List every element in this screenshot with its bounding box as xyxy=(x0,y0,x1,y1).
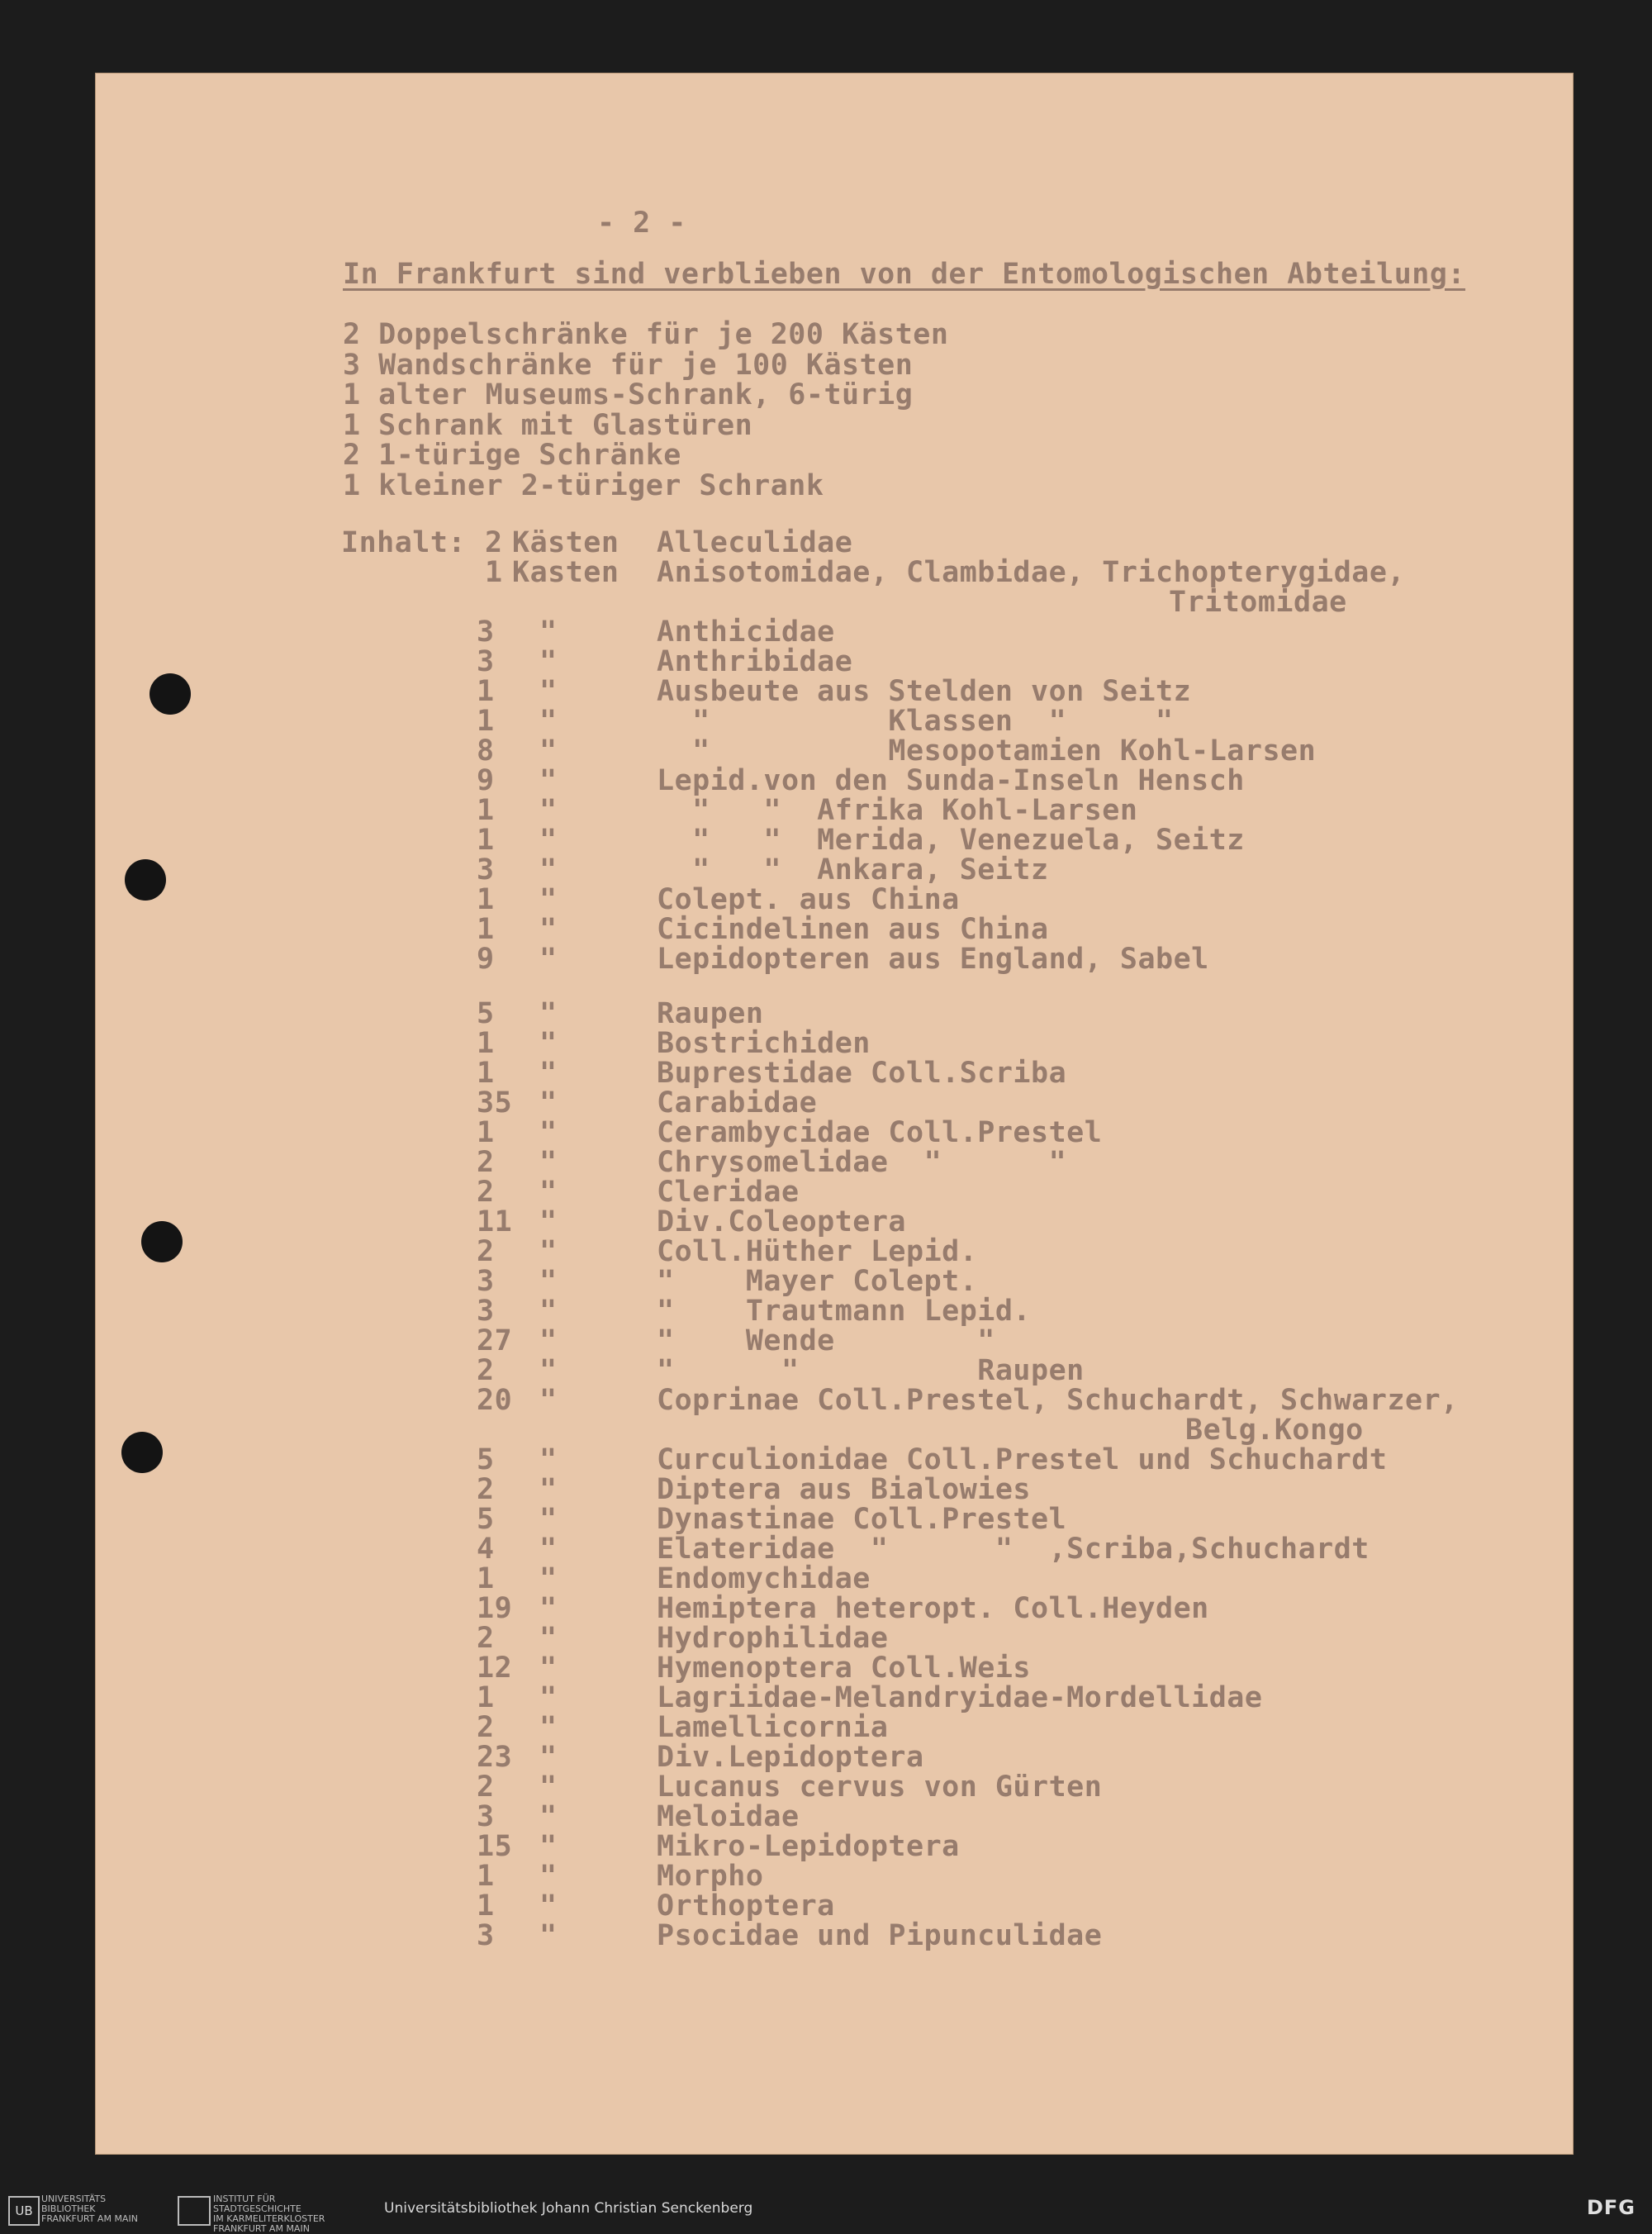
entry-text: Lamellicornia xyxy=(657,1711,889,1744)
entry-unit: " xyxy=(539,1384,558,1417)
entry-text: " " Merida, Venezuela, Seitz xyxy=(657,824,1245,857)
entry-text: Anthribidae xyxy=(657,645,853,678)
furniture-item: 3 Wandschränke für je 100 Kästen xyxy=(343,348,914,382)
entry-count: 1 xyxy=(477,1681,495,1714)
furniture-item: 1 alter Museums-Schrank, 6-türig xyxy=(343,378,914,411)
entry-text: " Wende " xyxy=(657,1324,995,1357)
entry-count: 2 xyxy=(477,1235,495,1268)
entry-unit: " xyxy=(539,1860,558,1893)
entry-text: Bostrichiden xyxy=(657,1027,871,1060)
entry-count: 3 xyxy=(477,1295,495,1328)
entry-text: " " Raupen xyxy=(657,1354,1085,1387)
entry-unit: " xyxy=(539,1354,558,1387)
entry-count: 27 xyxy=(477,1324,513,1357)
entry-count: 1 xyxy=(477,1116,495,1149)
entry-text: " " Afrika Kohl-Larsen xyxy=(657,794,1138,827)
entry-text: Morpho xyxy=(657,1860,764,1893)
entry-count: 2 xyxy=(477,1176,495,1209)
entry-unit: " xyxy=(539,1592,558,1625)
entry-text: Alleculidae xyxy=(657,526,853,559)
entry-text: Ausbeute aus Stelden von Seitz xyxy=(657,675,1192,708)
entry-count: 1 xyxy=(477,1889,495,1923)
entry-continuation: Belg.Kongo xyxy=(1185,1414,1364,1447)
entry-count: 2 xyxy=(477,1771,495,1804)
entry-unit: " xyxy=(539,1057,558,1090)
entry-text: " " Ankara, Seitz xyxy=(657,853,1049,886)
entry-unit: " xyxy=(539,1205,558,1238)
punch-hole xyxy=(150,673,191,715)
entry-unit: " xyxy=(539,1443,558,1476)
entry-unit: " xyxy=(539,1889,558,1923)
entry-continuation: Tritomidae xyxy=(1169,586,1347,619)
entry-count: 23 xyxy=(477,1741,513,1774)
entry-count: 11 xyxy=(477,1205,513,1238)
entry-text: Div.Lepidoptera xyxy=(657,1741,924,1774)
entry-count: 3 xyxy=(477,1800,495,1833)
entry-count: 3 xyxy=(477,1919,495,1952)
entry-count: 2 xyxy=(477,1354,495,1387)
entry-text: " Trautmann Lepid. xyxy=(657,1295,1032,1328)
entry-unit: " xyxy=(539,853,558,886)
page-number: - 2 - xyxy=(597,207,686,240)
ub-text: UNIVERSITÄTS BIBLIOTHEK FRANKFURT AM MAIN xyxy=(41,2194,138,2224)
entry-count: 3 xyxy=(477,616,495,649)
document-page xyxy=(95,73,1574,2155)
entry-unit: " xyxy=(539,675,558,708)
entry-count: 9 xyxy=(477,764,495,797)
entry-count: 4 xyxy=(477,1533,495,1566)
entry-count: 9 xyxy=(477,943,495,976)
entry-text: " Mayer Colept. xyxy=(657,1265,978,1298)
entry-count: 2 xyxy=(477,1146,495,1179)
entry-text: Curculionidae Coll.Prestel und Schuchardt xyxy=(657,1443,1388,1476)
entry-unit: " xyxy=(539,1116,558,1149)
entry-count: 5 xyxy=(477,997,495,1030)
entry-unit: " xyxy=(539,824,558,857)
entry-unit: " xyxy=(539,1265,558,1298)
entry-unit: " xyxy=(539,1800,558,1833)
entry-unit: " xyxy=(539,794,558,827)
punch-hole xyxy=(141,1221,183,1262)
entry-count: 1 xyxy=(477,675,495,708)
entry-unit: Kasten xyxy=(512,556,620,589)
section-heading: In Frankfurt sind verblieben von der Entomologischen Abteilung: xyxy=(343,258,1466,291)
entry-count: 1 xyxy=(477,705,495,738)
entry-text: Cleridae xyxy=(657,1176,800,1209)
entry-text: Cerambycidae Coll.Prestel xyxy=(657,1116,1103,1149)
entry-text: Lepidopteren aus England, Sabel xyxy=(657,943,1209,976)
entry-unit: " xyxy=(539,616,558,649)
entry-unit: " xyxy=(539,1086,558,1119)
punch-hole xyxy=(121,1432,163,1473)
entry-text: Lucanus cervus von Gürten xyxy=(657,1771,1103,1804)
entry-count: 35 xyxy=(477,1086,513,1119)
furniture-item: 1 Schrank mit Glastüren xyxy=(343,408,753,442)
entry-text: Chrysomelidae " " xyxy=(657,1146,1067,1179)
entry-unit: " xyxy=(539,1652,558,1685)
entry-unit: " xyxy=(539,1771,558,1804)
entry-text: Hydrophilidae xyxy=(657,1622,889,1655)
entry-unit: " xyxy=(539,943,558,976)
entry-text: Meloidae xyxy=(657,1800,800,1833)
entry-unit: " xyxy=(539,1324,558,1357)
entry-unit: " xyxy=(539,734,558,768)
entry-text: Psocidae und Pipunculidae xyxy=(657,1919,1103,1952)
entry-count: 3 xyxy=(477,1265,495,1298)
entry-text: Colept. aus China xyxy=(657,883,960,916)
entry-unit: " xyxy=(539,997,558,1030)
entry-unit: " xyxy=(539,1533,558,1566)
entry-count: 5 xyxy=(477,1443,495,1476)
entry-count: 3 xyxy=(477,853,495,886)
entry-text: Raupen xyxy=(657,997,764,1030)
inhalt-label: Inhalt: xyxy=(341,526,467,559)
punch-hole xyxy=(125,859,166,901)
library-credit: Universitätsbibliothek Johann Christian Senckenberg xyxy=(384,2200,753,2217)
entry-count: 19 xyxy=(477,1592,513,1625)
institut-text: INSTITUT FÜR STADTGESCHICHTE IM KARMELITERKLOSTER FRANKFURT AM MAIN xyxy=(213,2194,325,2234)
entry-count: 1 xyxy=(477,824,495,857)
entry-count: 1 xyxy=(477,1860,495,1893)
entry-text: Anthicidae xyxy=(657,616,835,649)
entry-unit: " xyxy=(539,1622,558,1655)
entry-text: Diptera aus Bialowies xyxy=(657,1473,1032,1506)
dfg-logo: DFG xyxy=(1586,2196,1635,2219)
entry-text: Elateridae " " ,Scriba,Schuchardt xyxy=(657,1533,1370,1566)
entry-text: Coll.Hüther Lepid. xyxy=(657,1235,978,1268)
entry-text: Anisotomidae, Clambidae, Trichopterygidae, xyxy=(657,556,1406,589)
furniture-item: 2 1-türige Schränke xyxy=(343,439,681,472)
entry-count: 8 xyxy=(477,734,495,768)
entry-unit: " xyxy=(539,1562,558,1595)
entry-count: 1 xyxy=(485,556,503,589)
entry-unit: " xyxy=(539,1741,558,1774)
entry-count: 1 xyxy=(477,1562,495,1595)
entry-count: 1 xyxy=(477,794,495,827)
entry-unit: " xyxy=(539,913,558,946)
entry-text: Buprestidae Coll.Scriba xyxy=(657,1057,1067,1090)
entry-unit: " xyxy=(539,1503,558,1536)
entry-text: Dynastinae Coll.Prestel xyxy=(657,1503,1067,1536)
entry-text: Hymenoptera Coll.Weis xyxy=(657,1652,1032,1685)
entry-count: 1 xyxy=(477,913,495,946)
institut-logo xyxy=(178,2196,211,2226)
entry-unit: " xyxy=(539,883,558,916)
entry-text: Coprinae Coll.Prestel, Schuchardt, Schwarzer, xyxy=(657,1384,1459,1417)
entry-count: 1 xyxy=(477,883,495,916)
entry-text: Mikro-Lepidoptera xyxy=(657,1830,960,1863)
entry-text: Div.Coleoptera xyxy=(657,1205,907,1238)
entry-count: 2 xyxy=(477,1622,495,1655)
entry-count: 2 xyxy=(485,526,503,559)
furniture-item: 1 kleiner 2-türiger Schrank xyxy=(343,468,824,502)
entry-count: 2 xyxy=(477,1473,495,1506)
entry-count: 5 xyxy=(477,1503,495,1536)
entry-text: " Mesopotamien Kohl-Larsen xyxy=(657,734,1317,768)
entry-unit: " xyxy=(539,1176,558,1209)
entry-unit: " xyxy=(539,1235,558,1268)
entry-count: 1 xyxy=(477,1057,495,1090)
entry-unit: " xyxy=(539,645,558,678)
entry-text: Lagriidae-Melandryidae-Mordellidae xyxy=(657,1681,1263,1714)
entry-unit: " xyxy=(539,1711,558,1744)
entry-text: Cicindelinen aus China xyxy=(657,913,1049,946)
footer-bar xyxy=(0,2188,1652,2234)
entry-unit: " xyxy=(539,1295,558,1328)
entry-text: Carabidae xyxy=(657,1086,818,1119)
entry-unit: " xyxy=(539,705,558,738)
entry-unit: " xyxy=(539,1830,558,1863)
entry-count: 12 xyxy=(477,1652,513,1685)
entry-text: Hemiptera heteropt. Coll.Heyden xyxy=(657,1592,1209,1625)
entry-text: Orthoptera xyxy=(657,1889,835,1923)
furniture-item: 2 Doppelschränke für je 200 Kästen xyxy=(343,318,949,351)
entry-unit: " xyxy=(539,764,558,797)
entry-count: 1 xyxy=(477,1027,495,1060)
entry-count: 2 xyxy=(477,1711,495,1744)
entry-unit: " xyxy=(539,1027,558,1060)
entry-unit: " xyxy=(539,1681,558,1714)
entry-unit: " xyxy=(539,1919,558,1952)
entry-text: " Klassen " " xyxy=(657,705,1174,738)
entry-text: Lepid.von den Sunda-Inseln Hensch xyxy=(657,764,1245,797)
entry-text: Endomychidae xyxy=(657,1562,871,1595)
entry-count: 3 xyxy=(477,645,495,678)
entry-count: 20 xyxy=(477,1384,513,1417)
entry-unit: Kästen xyxy=(512,526,620,559)
entry-unit: " xyxy=(539,1146,558,1179)
entry-unit: " xyxy=(539,1473,558,1506)
ub-logo: UB xyxy=(8,2196,40,2226)
entry-count: 15 xyxy=(477,1830,513,1863)
